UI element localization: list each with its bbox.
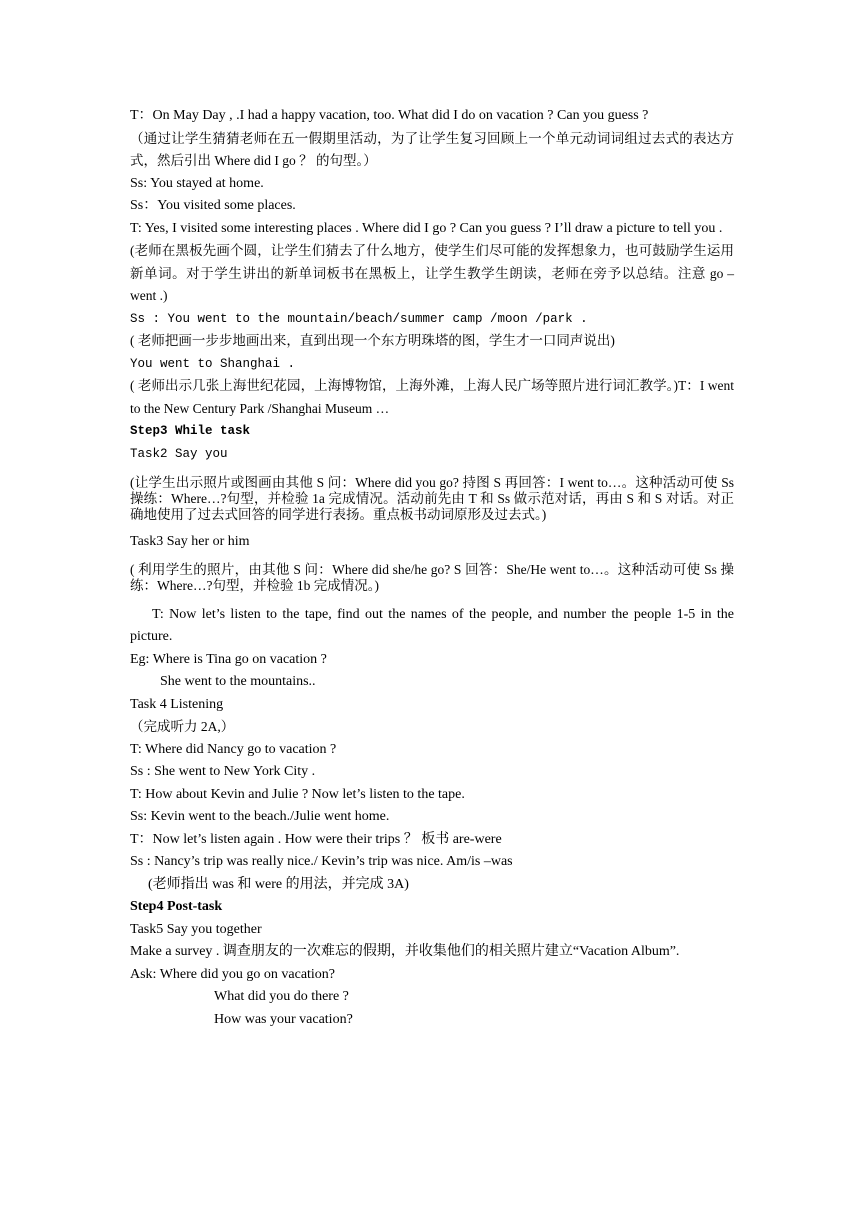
student-line: Ss : Nancy’s trip was really nice./ Kevin’s trip was nice. Am/is –was [130, 854, 513, 869]
teacher-line: T: Now let’s listen to the tape, find out the names of the people, and number the people 1-5 in the picture. [130, 606, 734, 644]
note-paragraph: (老师在黑板先画个圆，让学生们猜去了什么地方，使学生们尽可能的发挥想象力，也可鼓励学生运用新单词。对于学生讲出的新单词板书在黑板上，让学生教学生朗读，老师在旁予以总结。注意 go – went .) [130, 243, 734, 303]
lesson-plan-body [130, 105, 734, 1031]
teacher-line: T: Where did Nancy go to vacation ? [130, 741, 337, 757]
question-line: Ask: Where did you go on vacation? [130, 966, 336, 982]
step-heading: Step4 Post-task [130, 899, 223, 914]
teacher-line: T：On May Day , .I had a happy vacation, too. What did I do on vacation ? Can you guess ? [130, 108, 649, 123]
note-line: ( 老师把画一步步地画出来，直到出现一个东方明珠塔的图，学生才一口同声说出) [130, 333, 615, 348]
question-line: What did you do there ? [214, 989, 349, 1004]
survey-line: Make a survey . 调查朋友的一次难忘的假期，并收集他们的相关照片建立“Vacation Album”. [130, 944, 680, 959]
note-line: （完成听力 2A,） [130, 719, 235, 734]
example-answer: She went to the mountains.. [160, 674, 316, 689]
student-line: Ss: You stayed at home. [130, 175, 264, 191]
task-heading: Task2 Say you [130, 446, 228, 461]
task-heading: Task5 Say you together [130, 921, 262, 937]
student-line: You went to Shanghai . [130, 356, 296, 371]
teacher-line: T: Yes, I visited some interesting places . Where did I go ? Can you guess ? I’ll draw a picture to tell you . [130, 220, 723, 236]
student-line: Ss : You went to the mountain/beach/summer camp /moon /park . [130, 311, 588, 326]
student-line: Ss : She went to New York City . [130, 764, 316, 779]
note-paragraph: ( 利用学生的照片，由其他 S 问：Where did she/he go? S 回答：She/He went to…。这种活动可使 Ss 操练：Where…?句型，并检验 1b 完成情况。) [130, 561, 734, 593]
student-line: Ss：You visited some places. [130, 198, 296, 213]
question-line: How was your vacation? [214, 1011, 353, 1027]
task-heading: Task 4 Listening [130, 696, 224, 712]
note-paragraph: ( 老师出示几张上海世纪花园，上海博物馆，上海外滩，上海人民广场等照片进行词汇教学。)T：I went to the New Century Park /Shanghai Museum … [130, 378, 734, 416]
example-line: Eg: Where is Tina go on vacation ? [130, 651, 327, 667]
student-line: Ss: Kevin went to the beach./Julie went home. [130, 809, 390, 824]
note-paragraph: (让学生出示照片或图画由其他 S 问：Where did you go? 持图 S 再回答：I went to…。这种活动可使 Ss 操练：Where…?句型，并检验 1a 完成情况。活动前先由 T 和 Ss 做示范对话，再由 S 和 S 对话。对正确地使用了过去式回答的同学进行表扬。重点板书动词原形及过去式。) [130, 475, 734, 522]
note-line: (老师指出 was 和 were 的用法，并完成 3A) [148, 876, 409, 892]
teacher-line: T：Now let’s listen again . How were their trips ？ 板书 are-were [130, 831, 502, 847]
teacher-line: T: How about Kevin and Julie ? Now let’s listen to the tape. [130, 786, 465, 802]
step-heading: Step3 While task [130, 424, 251, 438]
task-heading: Task3 Say her or him [130, 534, 250, 549]
note-paragraph: （通过让学生猜猜老师在五一假期里活动，为了让学生复习回顾上一个单元动词词组过去式的表达方式，然后引出 Where did I go ？ 的句型。） [130, 130, 734, 168]
